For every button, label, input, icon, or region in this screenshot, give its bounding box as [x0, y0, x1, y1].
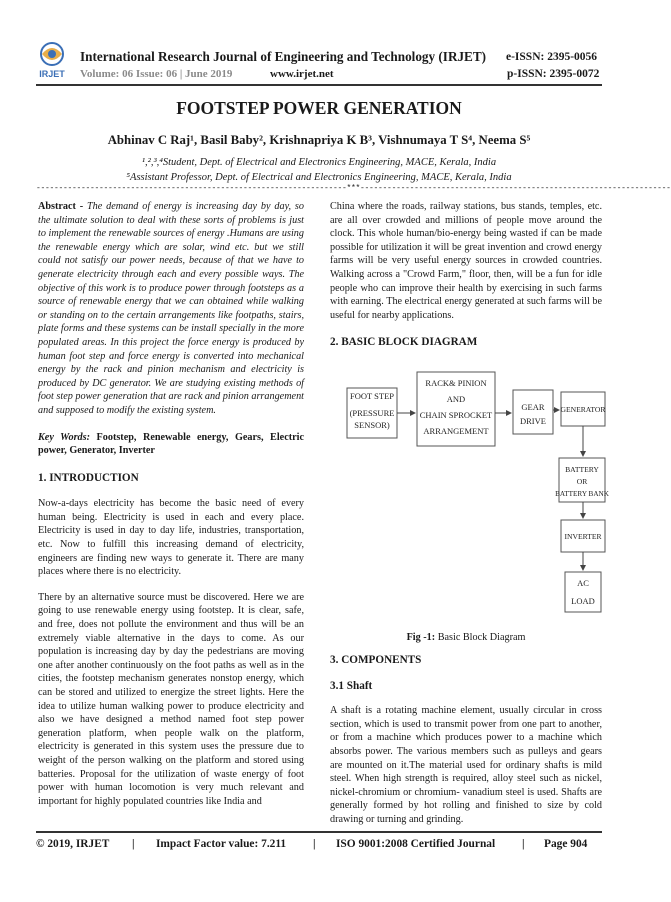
p-issn: p-ISSN: 2395-0072: [507, 68, 600, 80]
generator-label: GENERATOR: [560, 405, 606, 414]
left-column: [38, 200, 304, 808]
paper-authors: Abhinav C Raj¹, Basil Baby², Krishnapriya K B³, Vishnumaya T S⁴, Neema S⁵: [107, 133, 531, 147]
footer-page-number: Page 904: [544, 838, 588, 850]
inverter-label: INVERTER: [564, 532, 602, 541]
battery-label-2: OR: [576, 477, 588, 486]
separator-line: ---------------------------------------------------------------------***---------------------------------------------------------------------: [36, 184, 671, 193]
section-block-diagram-heading: 2. BASIC BLOCK DIAGRAM: [330, 336, 478, 349]
volume-issue: Volume: 06 Issue: 06 | June 2019: [80, 68, 233, 80]
subsection-shaft-heading: 3.1 Shaft: [330, 679, 373, 692]
ac-load-label-2: LOAD: [571, 596, 595, 606]
figure-caption: [330, 632, 602, 643]
battery-label-3: BATTERY BANK: [555, 490, 609, 498]
irjet-logo: [30, 40, 74, 80]
footer-impact-factor: Impact Factor value: 7.211: [156, 838, 287, 850]
abstract: [38, 200, 304, 418]
rack-label-4: ARRANGEMENT: [423, 426, 489, 436]
gear-label-1: GEAR: [521, 402, 545, 412]
header-rule: [36, 84, 602, 86]
page-header: [0, 0, 638, 82]
intro-paragraph-2: There by an alternative source must be discovered. Here we are going to use renewable energy using footstep. It is clear, safe, and free, does not pollute the environment and thus will be an extremely viable alternative in the days to come. As our population is increasing day by day the pedestrians are moving one after another continuously on the foot paths as well as in the cities, the footstep mechanism generates nonstop energy, which can be stored and utilized to energize the street lights. Here the idea to utilize human walking power to produce electricity and also we have designed a method named foot step power generation platform, when people walk on the platform, electricity is generated in this system uses the pressure due to weight of the person walking on the platform and stored using batteries. Proposal for the utilization of waste energy of foot power with human locomotion is very much relevant and important for highly populated countries like India and: [38, 591, 304, 807]
rack-label-1: RACK& PINION: [425, 378, 487, 388]
abstract-heading: Abstract -: [38, 201, 84, 212]
footer-copyright: © 2019, IRJET: [36, 838, 110, 850]
journal-name: International Research Journal of Engineering and Technology (IRJET): [80, 49, 487, 64]
keywords: [38, 431, 304, 458]
footstep-label-1: FOOT STEP: [349, 391, 395, 401]
keywords-label: Key Words:: [38, 431, 90, 443]
footer-separator-1: |: [132, 838, 135, 850]
affiliation-professor: ⁵Assistant Professor, Dept. of Electrical and Electronics Engineering, MACE, Kerala, India: [126, 172, 512, 183]
footer-separator-3: |: [522, 838, 525, 850]
intro-paragraph-1: Now-a-days electricity has become the basic need of every human being. Electricity is used in each and every place. Electricity is used in day to day life, industries, transportation, etc. Now to fulfill this increasing demand of electricity, engineers are finding new ways to generate it. There are many places where there is no electricity.: [38, 498, 304, 578]
logo-text: IRJET: [39, 69, 65, 79]
rack-label-3: CHAIN SPROCKET: [419, 410, 493, 420]
footer-iso: ISO 9001:2008 Certified Journal: [336, 838, 496, 850]
abstract-text: The demand of energy is increasing day by day, so the ultimate solution to deal with these sorts of problems is just to implement the renewable sources of energy .Humans are using the renewable energy which are solar, wind etc. but we still could not satisfy our power needs, because of that we have to generate electricity through each and every possible ways. The objective of this work is to produce power through footsteps as a source of renewable energy that we can obtained while walking or standing on to the certain arrangements like footpaths, stairs, plate forms and these systems can be install specially in the more populated areas. In this project the force energy is produced by human foot step and force energy is converted into mechanical energy by the rack and pinion mechanism and electricity is produced by DC generator. We are studying existing methods of foot step power generation that are rack and pinion arrangement and supposed to modify the existing system.: [38, 201, 304, 416]
affiliation-students: ¹,²,³,⁴Student, Dept. of Electrical and Electronics Engineering, MACE, Kerala, India: [141, 157, 497, 168]
intro-continued-paragraph: China where the roads, railway stations, bus stands, temples, etc. are all over crowded and millions of people move around the clock. This whole human/bio-energy being wasted if can be made possible for utilization it will be great invention and crowd energy farms will be very useful energy sources in crowded countries. Walking across a "Crowd Farm," floor, then, will be a fun for idle people who can improve their health by exercising in such farms with earning. The electrical energy generated at such farms will be useful for nearby applications.: [330, 201, 602, 321]
footer-rule: [36, 831, 602, 833]
keywords-text: Footstep, Renewable energy, Gears, Electric power, Generator, Inverter: [38, 431, 304, 457]
shaft-paragraph: A shaft is a rotating machine element, usually circular in cross section, which is used to transmit power from one part to another, or from a machine which produces power to a machine which absorbs power. The various members such as pulleys and gears are mounted on it.The material used for ordinary shafts is mild steel. When high strength is required, alloy steel such as nickel, nickel-chromium or chromium- vanadium steel is used. Shafts are generally formed by hot rolling and finished to size by cold drawing or turning and grinding.: [330, 705, 602, 825]
right-column-bottom: [330, 654, 602, 827]
footstep-label-3: SENSOR): [354, 420, 390, 430]
ac-load-label-1: AC: [577, 578, 589, 588]
section-introduction-heading: 1. INTRODUCTION: [38, 471, 139, 484]
gear-label-2: DRIVE: [520, 416, 546, 426]
block-diagram: [345, 368, 607, 620]
rack-label-2: AND: [446, 394, 466, 404]
footer-separator-2: |: [313, 838, 316, 850]
website-link[interactable]: www.irjet.net: [270, 68, 334, 80]
figure-label: Fig -1:: [406, 632, 436, 643]
figure-caption-text: Basic Block Diagram: [437, 632, 526, 643]
battery-label-1: BATTERY: [565, 465, 599, 474]
gear-drive-block: [513, 390, 553, 434]
section-components-heading: 3. COMPONENTS: [330, 654, 422, 666]
right-column-top: [330, 200, 602, 350]
footstep-label-2: (PRESSURE: [349, 408, 395, 418]
paper-title: FOOTSTEP POWER GENERATION: [176, 98, 462, 118]
e-issn: e-ISSN: 2395-0056: [506, 51, 598, 63]
